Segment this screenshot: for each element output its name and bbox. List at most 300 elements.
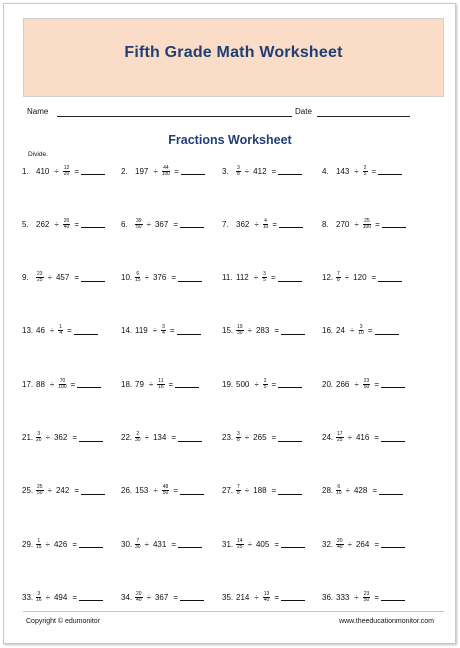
problem-number: 22. <box>121 433 133 442</box>
problem-number: 7. <box>222 219 229 229</box>
fraction <box>36 485 44 496</box>
problem-item <box>121 375 199 393</box>
fraction-numerator: 23 <box>363 590 370 597</box>
whole-number: 367 <box>154 219 169 229</box>
divide-sign: ÷ <box>354 592 359 602</box>
equals-sign: = <box>67 326 72 336</box>
divide-sign: ÷ <box>244 433 250 442</box>
fraction <box>262 272 267 283</box>
fraction-denominator: 100 <box>161 170 171 177</box>
divide-sign: ÷ <box>349 326 355 336</box>
fraction-denominator: 15 <box>135 277 141 284</box>
fraction <box>336 485 342 496</box>
fraction-numerator: 2 <box>136 431 140 437</box>
equals-sign: = <box>274 326 279 336</box>
fraction <box>236 166 241 177</box>
fraction-numerator: 3 <box>237 431 240 437</box>
problem-item <box>322 162 402 180</box>
fraction <box>36 432 42 443</box>
equals-sign: = <box>171 433 176 442</box>
equals-sign: = <box>173 592 178 602</box>
problem-item <box>22 269 105 287</box>
fraction-denominator: 10 <box>262 223 269 230</box>
equals-sign: = <box>169 326 175 336</box>
fraction <box>157 379 164 390</box>
answer-blank[interactable] <box>278 380 302 388</box>
fraction-numerator: 6 <box>136 271 140 278</box>
whole-number: 120 <box>353 273 367 283</box>
answer-blank[interactable] <box>281 540 305 548</box>
answer-blank[interactable] <box>180 220 204 228</box>
fraction <box>336 432 344 443</box>
fraction-numerator: 3 <box>237 164 240 171</box>
equals-sign: = <box>168 379 174 389</box>
divide-sign: ÷ <box>148 379 154 389</box>
answer-blank[interactable] <box>181 167 205 175</box>
whole-number: 500 <box>236 379 250 389</box>
fraction-numerator: 44 <box>163 164 169 171</box>
equals-sign: = <box>271 433 277 442</box>
whole-number: 410 <box>36 166 50 176</box>
problem-item <box>121 535 202 553</box>
fraction <box>263 379 268 390</box>
fraction <box>135 272 141 283</box>
whole-number: 197 <box>135 166 149 176</box>
answer-blank[interactable] <box>81 220 105 228</box>
fraction-numerator: 7 <box>136 537 140 544</box>
fraction-numerator: 20 <box>337 537 343 544</box>
problem-number: 20. <box>322 379 334 389</box>
fraction <box>263 592 271 603</box>
problem-number: 35. <box>222 592 234 602</box>
fraction <box>58 379 66 390</box>
divide-sign: ÷ <box>247 539 252 549</box>
problem-number: 29. <box>22 539 34 549</box>
divide-sign: ÷ <box>47 273 52 283</box>
equals-sign: = <box>70 379 76 389</box>
problem-item <box>22 588 103 606</box>
whole-number: 262 <box>36 219 50 229</box>
fraction <box>36 272 44 283</box>
fraction-numerator: 2 <box>363 164 367 171</box>
equals-sign: = <box>372 486 377 496</box>
whole-number: 264 <box>355 539 370 549</box>
fraction-numerator: 7 <box>237 484 240 491</box>
whole-number: 112 <box>236 273 249 283</box>
problem-number: 21. <box>22 433 34 442</box>
fraction-numerator: 12 <box>63 164 70 171</box>
fraction-denominator: 40 <box>337 543 343 550</box>
problem-number: 32. <box>322 539 334 549</box>
answer-blank[interactable] <box>378 274 402 282</box>
problem-number: 2. <box>121 166 128 176</box>
whole-number: 143 <box>336 166 350 176</box>
fraction-numerator: 3 <box>37 590 41 597</box>
answer-blank[interactable] <box>74 327 98 335</box>
fraction-denominator: 5 <box>263 383 267 390</box>
problem-item <box>22 535 103 553</box>
equals-sign: = <box>271 379 277 389</box>
fraction-numerator: 13 <box>263 590 270 597</box>
fraction-denominator: 10 <box>336 490 342 497</box>
fraction <box>161 325 166 336</box>
fraction-numerator: 17 <box>337 431 343 437</box>
answer-blank[interactable] <box>180 593 204 601</box>
fraction-denominator: 8 <box>337 277 340 284</box>
problem-item <box>121 482 204 500</box>
problem-item <box>322 375 405 393</box>
fraction-denominator: 5 <box>363 170 367 177</box>
fraction-denominator: 100 <box>58 383 67 390</box>
problem-item <box>121 588 204 606</box>
problem-number: 25. <box>22 486 34 496</box>
problem-item <box>222 482 302 500</box>
fraction-numerator: 1 <box>59 324 63 331</box>
answer-blank[interactable] <box>79 434 103 442</box>
fraction-denominator: 25 <box>37 277 43 284</box>
fraction-numerator: 48 <box>162 484 169 491</box>
problem-number: 16. <box>322 326 334 336</box>
divide-sign: ÷ <box>354 219 359 229</box>
whole-number: 153 <box>135 486 149 496</box>
problem-item <box>322 535 405 553</box>
whole-number: 270 <box>336 219 350 229</box>
divide-sign: ÷ <box>47 486 52 496</box>
whole-number: 333 <box>336 592 350 602</box>
answer-blank[interactable] <box>79 540 103 548</box>
divide-sign: ÷ <box>54 219 59 229</box>
fraction-numerator: 6 <box>337 484 341 491</box>
fraction <box>36 592 42 603</box>
divide-sign: ÷ <box>344 273 350 283</box>
fraction <box>63 166 71 177</box>
divide-sign: ÷ <box>144 273 149 283</box>
divide-sign: ÷ <box>254 379 259 389</box>
fraction-numerator: 11 <box>158 377 164 384</box>
date-field-line[interactable] <box>317 116 410 117</box>
fraction <box>135 592 143 603</box>
divide-sign: ÷ <box>144 433 149 442</box>
problem-item <box>222 215 303 233</box>
whole-number: 428 <box>353 486 368 496</box>
problem-item <box>222 588 305 606</box>
answer-blank[interactable] <box>178 540 202 548</box>
divide-sign: ÷ <box>244 166 250 176</box>
fraction-numerator: 20 <box>136 590 142 597</box>
answer-blank[interactable] <box>79 593 103 601</box>
footer-divider <box>23 611 444 612</box>
problem-number: 14. <box>121 326 133 336</box>
problem-number: 11. <box>222 273 233 283</box>
name-date-row <box>27 107 417 121</box>
divide-sign: ÷ <box>49 379 55 389</box>
answer-blank[interactable] <box>180 487 204 495</box>
problem-item <box>222 535 305 553</box>
problem-item <box>322 429 405 447</box>
equals-sign: = <box>72 433 77 442</box>
whole-number: 119 <box>135 326 148 336</box>
divide-sign: ÷ <box>152 326 158 336</box>
divide-sign: ÷ <box>45 592 50 602</box>
equals-sign: = <box>374 379 379 389</box>
problem-number: 8. <box>322 219 329 229</box>
whole-number: 376 <box>152 273 167 283</box>
equals-sign: = <box>74 486 79 496</box>
problem-number: 33. <box>22 592 34 602</box>
divide-sign: ÷ <box>354 166 359 176</box>
problem-item <box>22 215 105 233</box>
fraction <box>135 539 141 550</box>
fraction-denominator: 40 <box>136 596 142 603</box>
fraction-denominator: 16 <box>36 596 42 603</box>
fraction-numerator: 3 <box>37 431 41 437</box>
fraction-numerator: 70 <box>59 377 66 384</box>
answer-blank[interactable] <box>381 434 405 442</box>
equals-sign: = <box>72 539 77 549</box>
fraction-denominator: 4 <box>59 330 63 337</box>
answer-blank[interactable] <box>177 327 201 335</box>
problem-item <box>322 269 402 287</box>
fraction-numerator: 2 <box>263 377 267 384</box>
fraction <box>363 379 371 390</box>
worksheet-subtitle: Fractions Worksheet <box>168 133 292 147</box>
fraction-denominator: 40 <box>63 223 70 230</box>
answer-blank[interactable] <box>382 220 406 228</box>
answer-blank[interactable] <box>278 487 302 495</box>
whole-number: 46 <box>36 326 45 336</box>
divide-sign: ÷ <box>347 433 352 442</box>
answer-blank[interactable] <box>278 274 302 282</box>
fraction-numerator: 3 <box>359 324 363 331</box>
equals-sign: = <box>171 273 176 283</box>
equals-sign: = <box>74 166 79 176</box>
problem-number: 6. <box>121 219 128 229</box>
whole-number: 426 <box>53 539 68 549</box>
divide-sign: ÷ <box>244 486 250 496</box>
fraction-denominator: 50 <box>162 490 169 497</box>
problem-item <box>22 375 101 393</box>
fraction <box>58 325 63 336</box>
equals-sign: = <box>374 433 379 442</box>
fraction-denominator: 30 <box>135 543 141 550</box>
whole-number: 367 <box>154 592 169 602</box>
answer-blank[interactable] <box>278 434 302 442</box>
problem-item <box>121 215 204 233</box>
answer-blank[interactable] <box>81 274 105 282</box>
whole-number: 457 <box>55 273 70 283</box>
divide-sign: ÷ <box>146 219 151 229</box>
problem-item <box>322 482 403 500</box>
fraction-denominator: 30 <box>135 437 141 443</box>
website-text: www.theeducationmonitor.com <box>339 618 434 625</box>
fraction-numerator: 25 <box>37 484 43 491</box>
problem-item <box>22 482 105 500</box>
problem-item <box>22 322 98 340</box>
fraction <box>336 539 344 550</box>
problem-number: 30. <box>121 539 133 549</box>
fraction-denominator: 8 <box>237 490 240 497</box>
answer-blank[interactable] <box>378 167 402 175</box>
fraction-numerator: 19 <box>237 324 243 331</box>
divide-sign: ÷ <box>345 486 350 496</box>
fraction-denominator: 25 <box>337 437 343 443</box>
fraction-numerator: 23 <box>37 271 43 278</box>
fraction-denominator: 15 <box>36 543 42 550</box>
problem-number: 4. <box>322 166 329 176</box>
divide-sign: ÷ <box>153 486 158 496</box>
fraction-denominator: 50 <box>363 596 370 603</box>
whole-number: 412 <box>253 166 267 176</box>
problem-number: 23. <box>222 433 234 442</box>
problem-item <box>322 215 406 233</box>
whole-number: 88 <box>36 379 45 389</box>
problem-number: 15. <box>222 326 234 336</box>
fraction-denominator: 25 <box>237 543 243 550</box>
whole-number: 283 <box>255 326 270 336</box>
fraction <box>263 219 269 230</box>
equals-sign: = <box>272 219 277 229</box>
fraction-numerator: 1 <box>37 537 41 544</box>
fraction-numerator: 20 <box>63 217 70 224</box>
equals-sign: = <box>271 166 277 176</box>
equals-sign: = <box>371 273 377 283</box>
divide-sign: ÷ <box>49 326 55 336</box>
divide-sign: ÷ <box>54 166 59 176</box>
fraction-numerator: 23 <box>363 377 370 384</box>
whole-number: 24 <box>336 326 345 336</box>
problem-number: 13. <box>22 326 34 336</box>
whole-number: 405 <box>255 539 270 549</box>
fraction-denominator: 16 <box>158 383 164 390</box>
copyright-text: Copyright © edumonitor <box>26 618 101 625</box>
problem-item <box>222 375 302 393</box>
answer-blank[interactable] <box>281 593 305 601</box>
answer-blank[interactable] <box>178 274 202 282</box>
divide-sign: ÷ <box>247 326 252 336</box>
divide-sign: ÷ <box>254 219 259 229</box>
fraction <box>135 432 141 443</box>
problem-item <box>322 322 399 340</box>
problem-number: 31. <box>222 539 234 549</box>
whole-number: 188 <box>253 486 267 496</box>
whole-number: 266 <box>336 379 350 389</box>
problem-item <box>22 162 105 180</box>
problem-number: 3. <box>222 166 229 176</box>
fraction-numerator: 4 <box>264 217 267 224</box>
problem-number: 17. <box>22 379 34 389</box>
divide-sign: ÷ <box>354 379 359 389</box>
fraction-denominator: 20 <box>36 437 42 443</box>
equals-sign: = <box>74 273 79 283</box>
title-banner <box>23 18 444 97</box>
answer-blank[interactable] <box>178 434 202 442</box>
problem-item <box>121 162 205 180</box>
answer-blank[interactable] <box>279 220 303 228</box>
problem-item <box>222 429 302 447</box>
fraction-numerator: 7 <box>337 271 340 278</box>
fraction <box>236 325 244 336</box>
answer-blank[interactable] <box>375 327 399 335</box>
problem-number: 24. <box>322 433 334 442</box>
equals-sign: = <box>274 592 279 602</box>
answer-blank[interactable] <box>278 167 302 175</box>
answer-blank[interactable] <box>381 380 405 388</box>
problem-number: 18. <box>121 379 133 389</box>
fraction <box>363 219 371 230</box>
answer-blank[interactable] <box>381 593 405 601</box>
worksheet-title: Fifth Grade Math Worksheet <box>124 44 343 61</box>
fraction-denominator: 100 <box>362 223 372 230</box>
problem-number: 1. <box>22 166 29 176</box>
fraction-numerator: 3 <box>162 324 165 331</box>
problem-item <box>222 322 305 340</box>
fraction-denominator: 8 <box>237 437 240 443</box>
problem-item <box>121 322 201 340</box>
fraction <box>358 325 364 336</box>
problem-number: 9. <box>22 273 29 283</box>
answer-blank[interactable] <box>281 327 305 335</box>
answer-blank[interactable] <box>81 487 105 495</box>
whole-number: 265 <box>253 433 267 442</box>
fraction-denominator: 4 <box>162 330 165 337</box>
fraction-numerator: 25 <box>364 217 370 224</box>
name-label: Name <box>27 107 49 116</box>
answer-blank[interactable] <box>77 380 101 388</box>
problem-item <box>222 269 302 287</box>
fraction-denominator: 50 <box>136 223 142 230</box>
fraction-denominator: 50 <box>363 383 370 390</box>
divide-sign: ÷ <box>253 273 259 283</box>
fraction <box>236 432 241 443</box>
whole-number: 214 <box>236 592 250 602</box>
answer-blank[interactable] <box>381 540 405 548</box>
equals-sign: = <box>374 539 379 549</box>
answer-blank[interactable] <box>81 167 105 175</box>
fraction <box>36 539 42 550</box>
fraction-denominator: 20 <box>63 170 70 177</box>
equals-sign: = <box>371 166 377 176</box>
fraction <box>336 272 341 283</box>
answer-blank[interactable] <box>379 487 403 495</box>
problem-number: 10. <box>121 273 133 283</box>
divide-sign: ÷ <box>153 166 158 176</box>
fraction-denominator: 8 <box>237 170 240 177</box>
equals-sign: = <box>270 273 276 283</box>
divide-sign: ÷ <box>45 539 50 549</box>
whole-number: 494 <box>53 592 68 602</box>
equals-sign: = <box>74 219 79 229</box>
fraction <box>363 592 371 603</box>
equals-sign: = <box>171 539 176 549</box>
fraction-denominator: 10 <box>358 330 364 337</box>
name-field-line[interactable] <box>57 116 292 117</box>
equals-sign: = <box>271 486 277 496</box>
fraction-denominator: 30 <box>237 330 243 337</box>
fraction-numerator: 14 <box>237 537 243 544</box>
equals-sign: = <box>173 219 178 229</box>
equals-sign: = <box>367 326 373 336</box>
whole-number: 362 <box>53 433 68 442</box>
divide-sign: ÷ <box>347 539 352 549</box>
whole-number: 79 <box>135 379 144 389</box>
equals-sign: = <box>174 166 179 176</box>
equals-sign: = <box>173 486 178 496</box>
fraction <box>236 485 241 496</box>
divide-sign: ÷ <box>146 592 151 602</box>
equals-sign: = <box>375 219 380 229</box>
fraction-denominator: 50 <box>37 490 43 497</box>
answer-blank[interactable] <box>175 380 199 388</box>
